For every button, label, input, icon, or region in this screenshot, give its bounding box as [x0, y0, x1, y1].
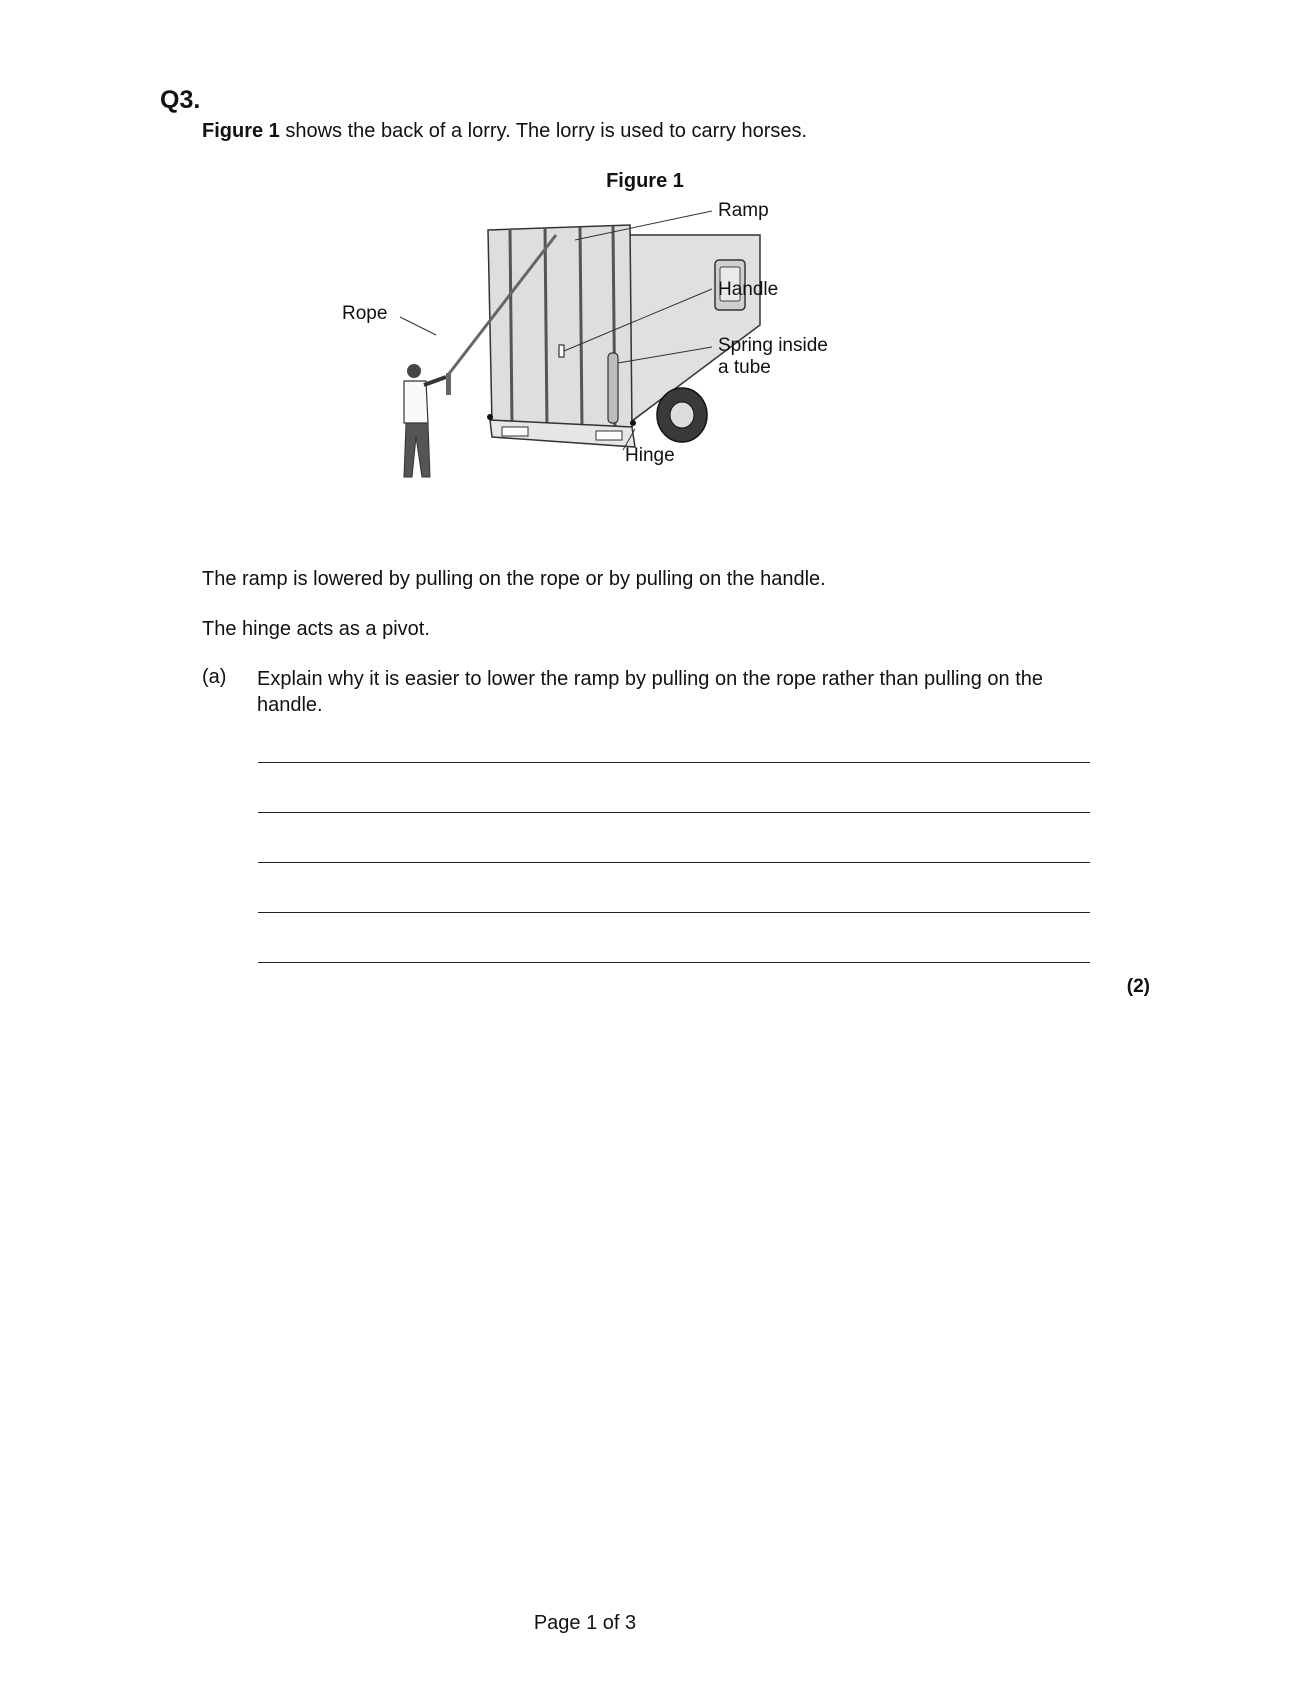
label-rope: Rope: [342, 303, 388, 324]
answer-line[interactable]: [258, 912, 1090, 913]
answer-line[interactable]: [258, 762, 1090, 763]
label-hinge: Hinge: [625, 445, 675, 466]
hinge-point-left: [487, 414, 493, 420]
spring-tube: [608, 353, 618, 423]
label-spring-line2: a tube: [718, 357, 771, 378]
figure-title: Figure 1: [606, 170, 684, 192]
intro-text: shows the back of a lorry. The lorry is used to carry horses.: [279, 120, 808, 142]
question-intro: [202, 120, 807, 143]
hinge-point-right: [630, 420, 636, 426]
part-a-label: (a): [202, 666, 227, 688]
answer-line[interactable]: [258, 862, 1090, 863]
paragraph-hinge-pivot: The hinge acts as a pivot.: [202, 618, 430, 640]
question-number: Q3.: [160, 86, 201, 114]
person-pulling-rope: [404, 364, 451, 477]
label-ramp: Ramp: [718, 200, 769, 221]
label-handle: Handle: [718, 279, 779, 300]
intro-figure-ref: Figure 1: [202, 120, 280, 142]
paragraph-ramp-lowering: The ramp is lowered by pulling on the rope or by pulling on the handle.: [202, 568, 826, 590]
label-spring-line1: Spring inside: [718, 335, 828, 356]
answer-line[interactable]: [258, 962, 1090, 963]
part-a-text: Explain why it is easier to lower the ramp by pulling on the rope rather than pulling on the handle.: [257, 668, 1044, 716]
answer-line[interactable]: [258, 812, 1090, 813]
marks-allocation: (2): [1126, 976, 1150, 997]
lorry-figure: [342, 200, 930, 545]
page-footer: Page 1 of 3: [533, 1612, 637, 1634]
handle-mark: [559, 345, 564, 357]
